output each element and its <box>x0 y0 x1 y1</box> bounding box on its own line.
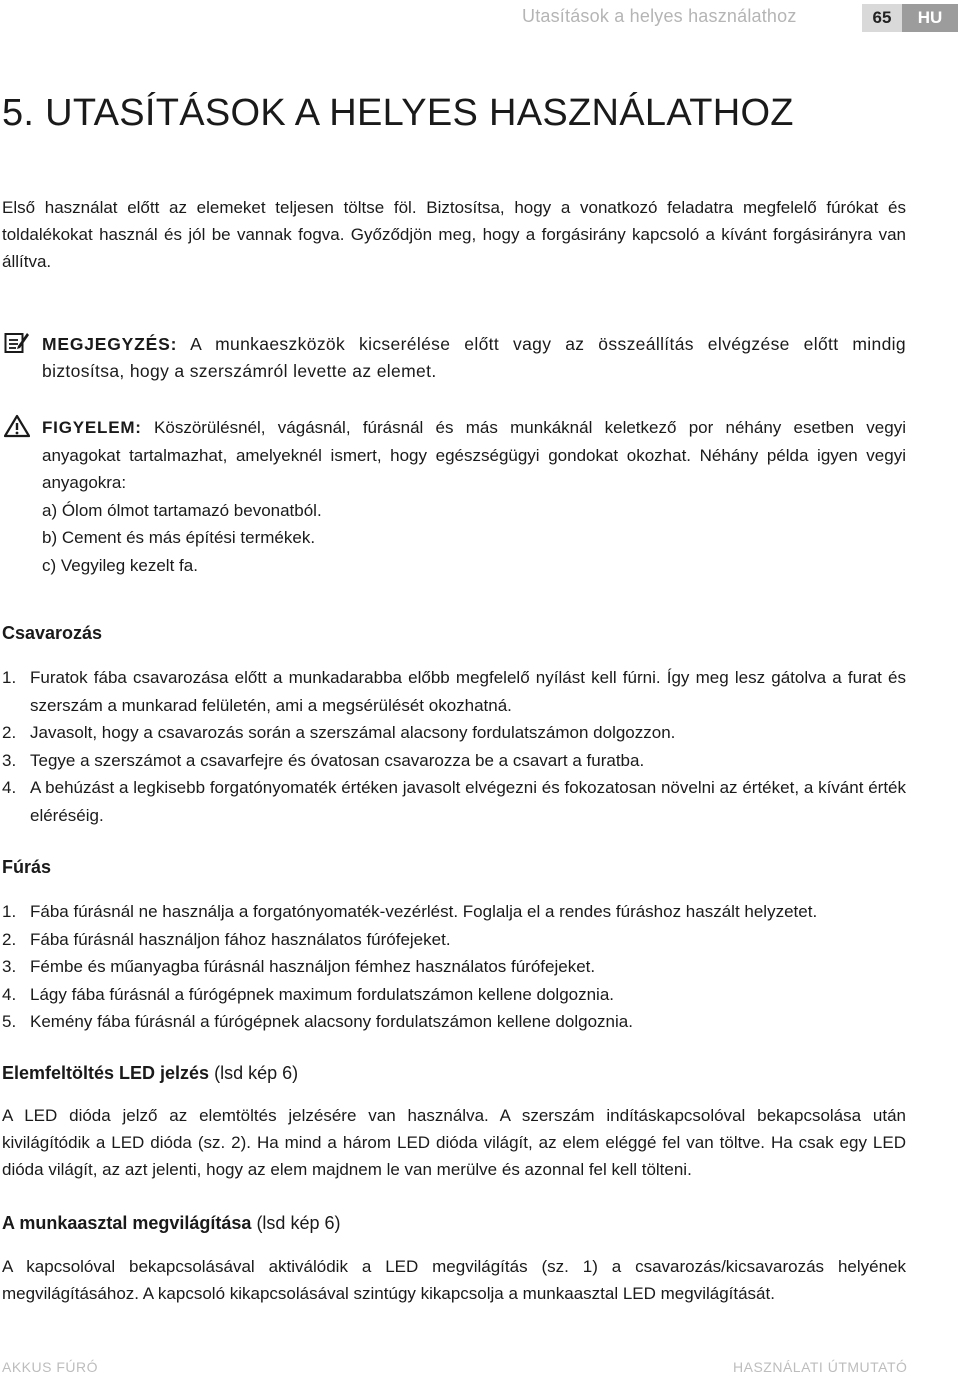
list-item <box>2 898 906 926</box>
list-text: Fába fúrásnál használjon fához használatos fúrófejeket. <box>30 929 451 949</box>
warning-block <box>42 414 906 579</box>
list-item: c) Vegyileg kezelt fa. <box>42 555 198 575</box>
list-item <box>2 664 906 719</box>
note-icon <box>4 330 30 354</box>
section-title-drilling: Fúrás <box>2 857 52 877</box>
warning-text: Köszörülésnél, vágásnál, fúrásnál és más munkáknál keletkező por néhány esetben vegyi anyagokat tartalmazhat, amelyeknél ismert, hogy egészségügyi gondokat okozhat. Néhány példa igyen vegyi anyagokra: <box>42 418 906 492</box>
list-number: 1. <box>2 902 17 921</box>
list-number: 5. <box>2 1012 17 1031</box>
list-item <box>2 926 906 954</box>
list-number: 4. <box>2 778 17 797</box>
list-text: Javasolt, hogy a csavarozás során a szerszámal alacsony fordulatszámon dolgozzon. <box>30 723 676 742</box>
list-item <box>2 747 906 775</box>
list-number: 1. <box>2 668 17 687</box>
list-item <box>2 953 906 981</box>
list-item: b) Cement és más építési termékek. <box>42 528 316 547</box>
footer-left: AKKUS FÚRÓ <box>2 1359 99 1375</box>
list-number: 2. <box>2 929 17 949</box>
section-title-screwing: Csavarozás <box>2 623 103 643</box>
list-number: 4. <box>2 984 17 1004</box>
list-number: 2. <box>2 723 17 742</box>
warning-paragraph <box>42 414 906 497</box>
footer-right: HASZNÁLATI ÚTMUTATÓ <box>733 1359 908 1375</box>
list-number: 3. <box>2 750 17 770</box>
note-paragraph <box>42 331 906 385</box>
chapter-title: 5. UTASÍTÁSOK A HELYES HASZNÁLATHOZ <box>2 92 794 134</box>
list-text: A behúzást a legkisebb forgatónyomaték értéken javasolt elvégezni és fokozatosan növelni az értéket, a kívánt érték eléréséig. <box>30 778 906 825</box>
warning-icon <box>4 414 30 438</box>
section-title-worklight <box>2 1213 340 1234</box>
list-text: Kemény fába fúrásnál a fúrógépnek alacsony fordulatszámon kellene dolgoznia. <box>30 1012 633 1031</box>
led-charge-paragraph: A LED dióda jelző az elemtöltés jelzésére van használva. A szerszám indításkapcsolóval bekapcsolása után kivilágítódik a LED dióda (sz. 2). Ha mind a három LED dióda világít, az elem eléggé fel van töltve. Ha csak egy LED dióda világít, az azt jelenti, hogy az elem majdnem le van merülve és azonnal fel kell tölteni. <box>2 1106 906 1179</box>
list-number: 3. <box>2 957 17 976</box>
page-number: 65 <box>862 4 902 32</box>
note-label: MEGJEGYZÉS: <box>42 334 178 354</box>
warning-label: FIGYELEM: <box>42 418 142 437</box>
language-badge: HU <box>902 4 958 32</box>
list-item <box>2 719 906 747</box>
figure-reference: (lsd kép 6) <box>251 1213 341 1233</box>
drilling-list <box>2 898 906 1036</box>
figure-reference: (lsd kép 6) <box>209 1063 299 1083</box>
running-header-title: Utasítások a helyes használathoz <box>522 6 797 26</box>
list-text: Fába fúrásnál ne használja a forgatónyomaték-vezérlést. Foglalja el a rendes fúráshoz haszált helyzetet. <box>30 902 818 921</box>
intro-paragraph: Első használat előtt az elemeket teljesen töltse föl. Biztosítsa, hogy a vonatkozó feladatra megfelelő fúrókat és toldalékokat használ és jól be vannak fogva. Győződjön meg, hogy a forgásirány kapcsoló a kívánt forgásirányra van állítva. <box>2 198 906 271</box>
note-text: A munkaeszközök kicserélése előtt vagy az összeállítás elvégzése előtt mindig biztosítsa, hogy a szerszámról levette az elemet. <box>42 334 906 381</box>
section-title-text: Elemfeltöltés LED jelzés <box>2 1063 210 1083</box>
warning-examples <box>42 497 906 580</box>
screwing-list <box>2 664 906 829</box>
section-title-text: A munkaasztal megvilágítása <box>2 1213 252 1233</box>
list-item <box>2 774 906 829</box>
list-text: Tegye a szerszámot a csavarfejre és óvatosan csavarozza be a csavart a furatba. <box>30 750 645 770</box>
list-text: Fémbe és műanyagba fúrásnál használjon fémhez használatos fúrófejeket. <box>30 957 596 976</box>
section-title-led-charge <box>2 1063 298 1084</box>
list-item: a) Ólom ólmot tartamazó bevonatból. <box>42 500 322 520</box>
list-text: Furatok fába csavarozása előtt a munkadarabba előbb megfelelő nyílást kell fúrni. Így meg lesz gátolva a furat és szerszám a munkarad felületén, ami a megsérülését okozhatná. <box>30 668 906 715</box>
list-item <box>2 1008 906 1036</box>
list-text: Lágy fába fúrásnál a fúrógépnek maximum fordulatszámon kellene dolgoznia. <box>30 984 615 1004</box>
worklight-paragraph: A kapcsolóval bekapcsolásával aktiválódik a LED megvilágítás (sz. 1) a csavarozás/kicsavarozás helyének megvilágításához. A kapcsoló kikapcsolásával szintúgy kikapcsolja a munkaasztal LED megvilágítását. <box>2 1257 906 1303</box>
list-item <box>2 981 906 1009</box>
